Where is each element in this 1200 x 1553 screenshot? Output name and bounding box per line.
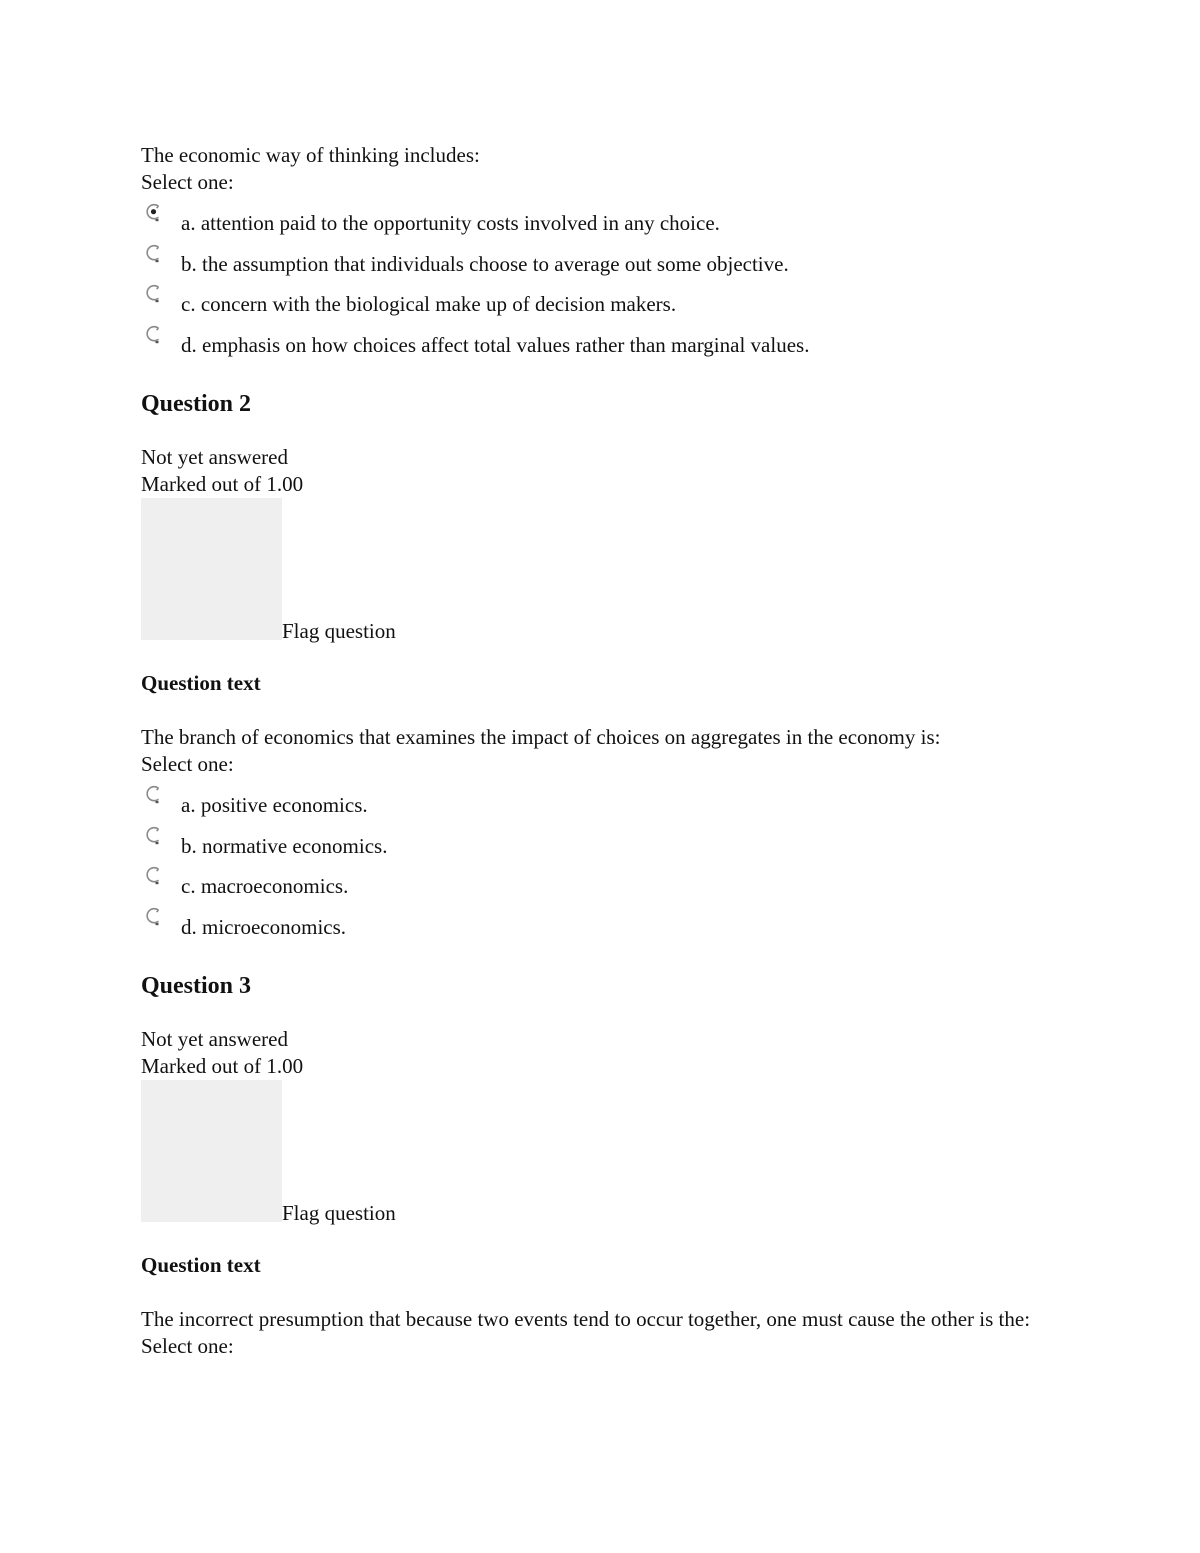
flag-icon[interactable] xyxy=(141,498,282,640)
q1-option-a-label: a. attention paid to the opportunity costs involved in any choice. xyxy=(181,211,720,235)
q1-select-label: Select one: xyxy=(141,170,234,194)
radio-unselected-icon[interactable] xyxy=(143,243,165,265)
q2-option-c-label: c. macroeconomics. xyxy=(181,874,349,898)
q2-marks: Marked out of 1.00 xyxy=(141,472,304,496)
q2-option-b-label: b. normative economics. xyxy=(181,833,388,858)
flag-icon[interactable] xyxy=(141,1080,282,1222)
radio-selected-icon[interactable] xyxy=(143,202,165,224)
q2-heading: Question 2 xyxy=(141,391,252,417)
radio-unselected-icon[interactable] xyxy=(143,825,165,847)
radio-unselected-icon[interactable] xyxy=(143,865,165,887)
q3-flag[interactable] xyxy=(141,1080,1061,1230)
q3-heading: Question 3 xyxy=(141,973,252,999)
q3-flag-label[interactable]: Flag question xyxy=(282,1201,396,1225)
q2-option-d[interactable] xyxy=(141,906,1061,947)
q3-status: Not yet answered xyxy=(141,1027,288,1051)
q2-options xyxy=(141,784,1061,946)
q3-text-heading: Question text xyxy=(141,1253,261,1277)
radio-unselected-icon[interactable] xyxy=(143,784,165,806)
radio-unselected-icon[interactable] xyxy=(143,283,165,305)
q1-option-c-label: c. concern with the biological make up of decision makers. xyxy=(181,292,677,316)
q1-options xyxy=(141,202,1061,364)
q2-option-a-label: a. positive economics. xyxy=(181,793,368,817)
q1-prompt: The economic way of thinking includes: xyxy=(141,143,480,167)
q3-prompt: The incorrect presumption that because two events tend to occur together, one must cause the other is the: xyxy=(141,1307,1031,1331)
q1-option-a[interactable] xyxy=(141,202,1061,243)
q2-status: Not yet answered xyxy=(141,445,288,469)
q2-prompt: The branch of economics that examines the impact of choices on aggregates in the economy is: xyxy=(141,725,941,749)
q2-option-a[interactable] xyxy=(141,784,1061,825)
radio-unselected-icon[interactable] xyxy=(143,906,165,928)
q2-option-d-label: d. microeconomics. xyxy=(181,914,347,939)
q3-marks: Marked out of 1.00 xyxy=(141,1054,304,1078)
quiz-page xyxy=(141,142,1061,1360)
q1-option-b[interactable] xyxy=(141,243,1061,284)
radio-unselected-icon[interactable] xyxy=(143,324,165,346)
q2-option-b[interactable] xyxy=(141,825,1061,866)
q2-flag-label[interactable]: Flag question xyxy=(282,619,396,643)
q2-flag[interactable] xyxy=(141,498,1061,648)
q2-text-heading: Question text xyxy=(141,671,261,695)
q3-select-label: Select one: xyxy=(141,1334,234,1358)
q1-option-d-label: d. emphasis on how choices affect total values rather than marginal values. xyxy=(181,332,810,357)
q2-select-label: Select one: xyxy=(141,752,234,776)
q1-option-b-label: b. the assumption that individuals choose to average out some objective. xyxy=(181,251,789,276)
q1-option-c[interactable] xyxy=(141,283,1061,324)
q2-option-c[interactable] xyxy=(141,865,1061,906)
q1-option-d[interactable] xyxy=(141,324,1061,365)
